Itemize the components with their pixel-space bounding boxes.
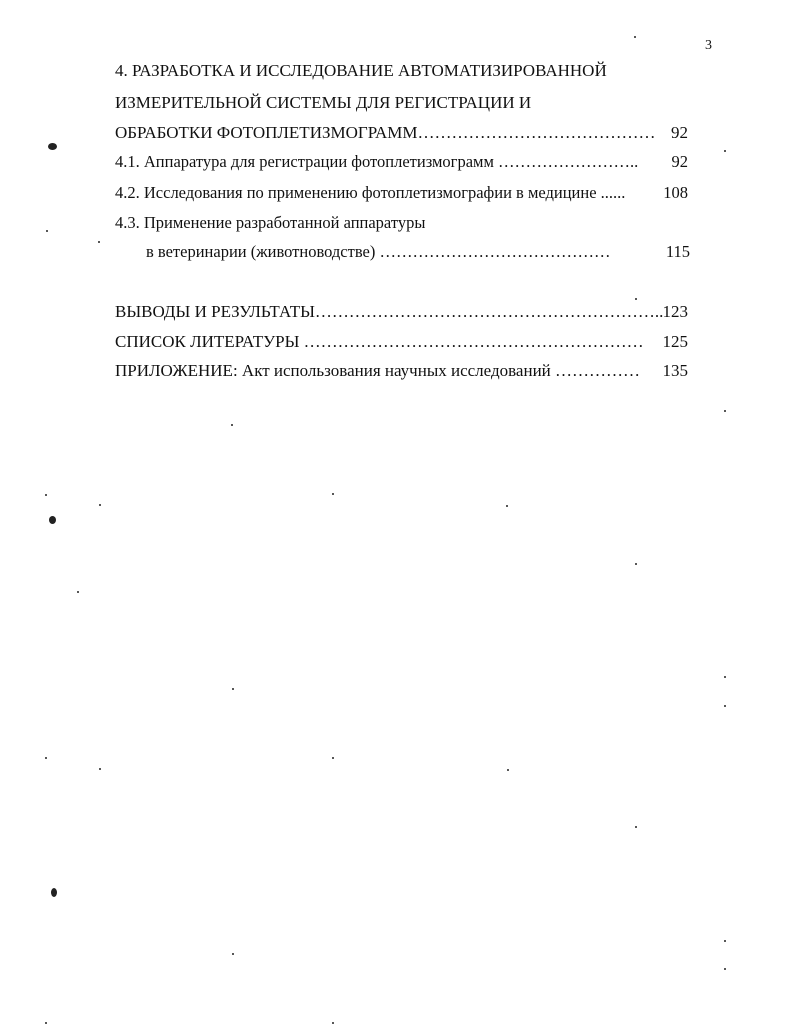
toc-references: СПИСОК ЛИТЕРАТУРЫ ……………………………………………………	[115, 332, 644, 351]
toc-conclusions: ВЫВОДЫ И РЕЗУЛЬТАТЫ……………………………………………………..	[115, 302, 664, 321]
page-number: 3	[705, 38, 712, 53]
scan-speck	[724, 676, 726, 678]
scan-speck	[232, 688, 234, 690]
scan-speck	[332, 757, 334, 759]
scan-speck	[46, 230, 48, 232]
toc-section-4-3-page: 115	[665, 242, 690, 261]
toc-section-4-2-page: 108	[663, 183, 688, 202]
scan-speck	[48, 143, 57, 150]
scan-speck	[724, 940, 726, 942]
toc-references-page: 125	[662, 332, 688, 351]
toc-chapter4-title-line3: ОБРАБОТКИ ФОТОПЛЕТИЗМОГРАММ……………………………………	[115, 123, 656, 142]
scan-speck	[231, 424, 233, 426]
scan-speck	[506, 505, 508, 507]
scan-speck	[724, 705, 726, 707]
scan-speck	[49, 516, 56, 524]
scan-speck	[51, 888, 57, 897]
scan-speck	[635, 563, 637, 565]
scan-speck	[77, 591, 79, 593]
scan-speck	[99, 504, 101, 506]
toc-appendix-page: 135	[662, 361, 688, 380]
scan-speck	[98, 241, 100, 243]
scan-speck	[332, 1022, 334, 1024]
toc-chapter4-title-line2: ИЗМЕРИТЕЛЬНОЙ СИСТЕМЫ ДЛЯ РЕГИСТРАЦИИ И	[115, 93, 532, 112]
scan-speck	[724, 968, 726, 970]
toc-section-4-1: 4.1. Аппаратура для регистрации фотоплетизмограмм ……………………..	[115, 152, 639, 171]
scan-speck	[45, 757, 47, 759]
scan-speck	[45, 494, 47, 496]
toc-appendix: ПРИЛОЖЕНИЕ: Акт использования научных исследований ……………	[115, 361, 641, 380]
scan-speck	[724, 150, 726, 152]
scan-speck	[507, 769, 509, 771]
scan-speck	[45, 1022, 47, 1024]
toc-section-4-1-page: 92	[671, 152, 688, 171]
scan-speck	[332, 493, 334, 495]
toc-section-4-3-line2: в ветеринарии (животноводстве) ……………………………………	[146, 242, 611, 261]
scan-speck	[635, 826, 637, 828]
toc-conclusions-page: 123	[662, 302, 688, 321]
scan-speck	[634, 36, 636, 38]
scan-speck	[99, 768, 101, 770]
scan-speck	[635, 298, 637, 300]
toc-section-4-3-line1: 4.3. Применение разработанной аппаратуры	[115, 213, 426, 232]
toc-chapter4-page: 92	[671, 123, 688, 142]
toc-chapter4-title-line1: 4. РАЗРАБОТКА И ИССЛЕДОВАНИЕ АВТОМАТИЗИРОВАННОЙ	[115, 61, 607, 80]
toc-section-4-2: 4.2. Исследования по применению фотоплетизмографии в медицине ......	[115, 183, 626, 202]
scan-speck	[232, 953, 234, 955]
scan-speck	[724, 410, 726, 412]
